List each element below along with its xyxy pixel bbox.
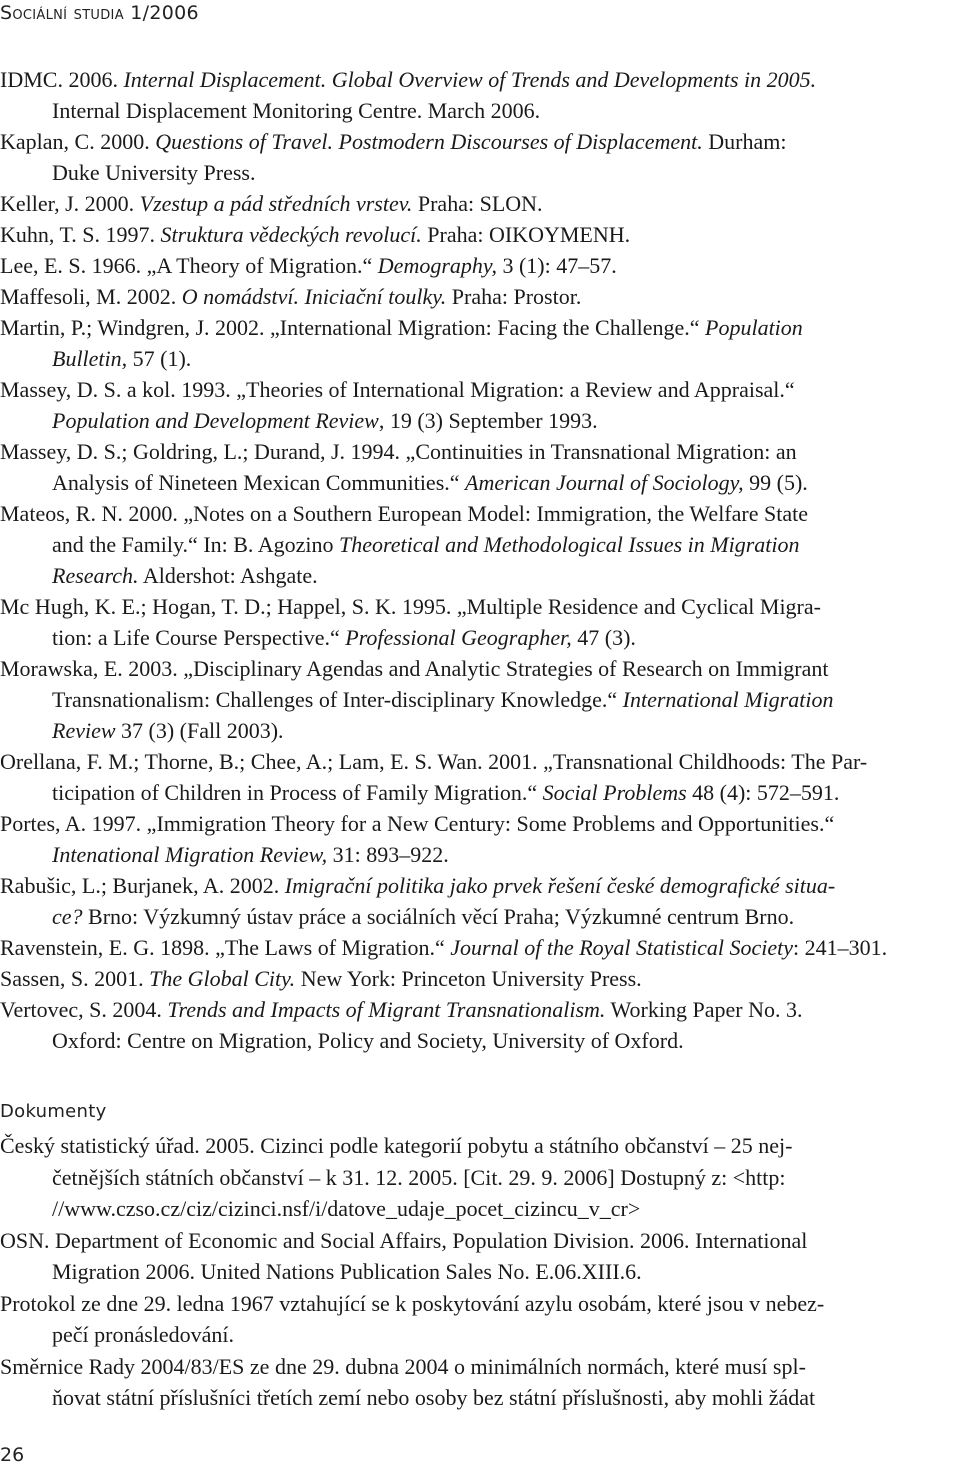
reference-text: 31: 893–922. xyxy=(327,842,449,867)
reference-title-text: The Global City. xyxy=(149,966,296,991)
reference-entry xyxy=(0,746,958,808)
reference-line-continued xyxy=(0,777,958,808)
reference-text: Lee, E. S. 1966. „A Theory of Migration.“ xyxy=(0,253,378,278)
reference-line-first xyxy=(0,188,958,219)
reference-line-first xyxy=(0,281,958,312)
reference-entry xyxy=(0,436,958,498)
reference-title-text: Social Problems xyxy=(542,780,687,805)
section-title: Dokumenty xyxy=(0,1101,107,1122)
reference-line-first xyxy=(0,436,958,467)
reference-line-first xyxy=(0,932,958,963)
reference-line-continued xyxy=(0,1025,958,1056)
journal-title: Sociální studia xyxy=(0,2,124,24)
reference-text: IDMC. 2006. xyxy=(0,67,124,92)
document-entry xyxy=(0,1225,958,1288)
reference-text: Working Paper No. 3. xyxy=(605,997,803,1022)
reference-entry xyxy=(0,932,958,963)
reference-line-continued xyxy=(0,529,958,560)
reference-text: Aldershot: Ashgate. xyxy=(138,563,318,588)
reference-line-first xyxy=(0,374,958,405)
reference-line-first xyxy=(0,126,958,157)
reference-entry xyxy=(0,312,958,374)
reference-text: Vertovec, S. 2004. xyxy=(0,997,168,1022)
reference-text: Portes, A. 1997. „Immigration Theory for a New Century: Some Problems and Opportunities.“ xyxy=(0,811,835,836)
reference-line-continued xyxy=(0,684,958,715)
reference-text: Sassen, S. 2001. xyxy=(0,966,150,991)
page-number: 26 xyxy=(0,1444,25,1466)
reference-title-text: Questions of Travel. Postmodern Discourses of Displacement. xyxy=(155,129,703,154)
reference-title-text: Population xyxy=(705,315,803,340)
document-line-first: Český statistický úřad. 2005. Cizinci podle kategorií pobytu a státního občanství – 25 nej- xyxy=(0,1133,793,1158)
reference-title-text: Population and Development Review xyxy=(52,408,379,433)
reference-title-text: Internal Displacement. Global Overview of Trends and Developments in 2005. xyxy=(123,67,817,92)
document-entry xyxy=(0,1288,958,1351)
reference-line-first xyxy=(0,312,958,343)
reference-text: Martin, P.; Windgren, J. 2002. „International Migration: Facing the Challenge.“ xyxy=(0,315,706,340)
reference-text: Morawska, E. 2003. „Disciplinary Agendas and Analytic Strategies of Research on Immigrant xyxy=(0,656,829,681)
journal-issue: 1/2006 xyxy=(123,2,199,24)
reference-text: 47 (3). xyxy=(571,625,636,650)
reference-text: 99 (5). xyxy=(743,470,808,495)
reference-text: Rabušic, L.; Burjanek, A. 2002. xyxy=(0,873,285,898)
reference-line-first xyxy=(0,591,958,622)
reference-text: Internal Displacement Monitoring Centre. March 2006. xyxy=(52,98,541,123)
reference-entry xyxy=(0,126,958,188)
reference-line-continued xyxy=(0,343,958,374)
reference-entry xyxy=(0,250,958,281)
document-line-first: Protokol ze dne 29. ledna 1967 vztahující se k poskytování azylu osobám, které jsou v nebez- xyxy=(0,1290,825,1316)
reference-line-first xyxy=(0,219,958,250)
reference-text: 37 (3) (Fall 2003). xyxy=(115,718,284,743)
reference-entry xyxy=(0,870,958,932)
reference-title-text: Vzestup a pád středních vrstev. xyxy=(139,191,413,216)
reference-text: 57 (1). xyxy=(127,346,192,371)
document-line-first: Směrnice Rady 2004/83/ES ze dne 29. dubna 2004 o minimálních normách, které musí spl- xyxy=(0,1353,806,1379)
reference-title-text: Professional Geographer, xyxy=(345,625,572,650)
reference-line-continued xyxy=(0,95,958,126)
reference-text: ticipation of Children in Process of Family Migration.“ xyxy=(52,780,543,805)
reference-text: Massey, D. S.; Goldring, L.; Durand, J. 1994. „Continuities in Transnational Migration: an xyxy=(0,439,797,464)
reference-line-continued xyxy=(0,839,958,870)
document-line-continued: Migration 2006. United Nations Publication Sales No. E.06.XIII.6. xyxy=(52,1259,642,1284)
reference-text: Mc Hugh, K. E.; Hogan, T. D.; Happel, S. K. 1995. „Multiple Residence and Cyclical Migra- xyxy=(0,594,821,619)
reference-text: : 241–301. xyxy=(793,935,888,960)
reference-text: tion: a Life Course Perspective.“ xyxy=(52,625,346,650)
reference-text: and the Family.“ In: B. Agozino xyxy=(52,532,339,557)
reference-title-text: Imigrační politika jako prvek řešení české demografické situa- xyxy=(284,873,836,898)
document-entry xyxy=(0,1351,958,1414)
reference-line-first xyxy=(0,653,958,684)
reference-entry xyxy=(0,963,958,994)
document-line-continued: ňovat státní příslušníci třetích zemí nebo osoby bez státní příslušnosti, aby mohli žádat xyxy=(52,1385,816,1410)
reference-entry xyxy=(0,653,958,746)
reference-line-first xyxy=(0,498,958,529)
reference-text: 48 (4): 572–591. xyxy=(686,780,840,805)
reference-title-text: Struktura vědeckých revolucí. xyxy=(160,222,422,247)
reference-title-text: Demography, xyxy=(377,253,497,278)
reference-text: Kuhn, T. S. 1997. xyxy=(0,222,161,247)
reference-title-text: Trends and Impacts of Migrant Transnationalism. xyxy=(167,997,606,1022)
reference-text: Keller, J. 2000. xyxy=(0,191,140,216)
reference-line-continued xyxy=(0,622,958,653)
reference-title-text: International Migration xyxy=(622,687,834,712)
reference-title-text: Research. xyxy=(52,563,139,588)
reference-text: Praha: SLON. xyxy=(412,191,543,216)
documents-list xyxy=(0,1130,958,1414)
reference-line-continued xyxy=(0,715,958,746)
reference-line-first xyxy=(0,963,958,994)
reference-entry xyxy=(0,188,958,219)
reference-text: Oxford: Centre on Migration, Policy and Society, University of Oxford. xyxy=(52,1028,684,1053)
reference-entry xyxy=(0,591,958,653)
reference-text: Analysis of Nineteen Mexican Communities.“ xyxy=(52,470,466,495)
reference-entry xyxy=(0,281,958,312)
reference-line-first xyxy=(0,870,958,901)
reference-entry xyxy=(0,808,958,870)
reference-line-continued xyxy=(0,560,958,591)
reference-title-text: Intenational Migration Review, xyxy=(52,842,328,867)
reference-line-continued xyxy=(0,467,958,498)
reference-line-first xyxy=(0,250,958,281)
reference-text: 3 (1): 47–57. xyxy=(496,253,617,278)
reference-text: New York: Princeton University Press. xyxy=(295,966,642,991)
reference-entry xyxy=(0,219,958,250)
reference-text: Durham: xyxy=(702,129,787,154)
document-line-continued: pečí pronásledování. xyxy=(52,1322,235,1347)
reference-line-first xyxy=(0,64,958,95)
references-list xyxy=(0,64,958,1056)
reference-line-continued xyxy=(0,405,958,436)
reference-title-text: Theoretical and Methodological Issues in Migration xyxy=(338,532,800,557)
reference-entry xyxy=(0,498,958,591)
reference-text: Praha: Prostor. xyxy=(446,284,582,309)
reference-title-text: Journal of the Royal Statistical Society xyxy=(450,935,794,960)
document-entry xyxy=(0,1130,958,1225)
reference-line-first xyxy=(0,746,958,777)
documents-section xyxy=(0,1101,958,1414)
reference-text: Praha: OIKOYMENH. xyxy=(421,222,631,247)
reference-text: Duke University Press. xyxy=(52,160,256,185)
reference-text: , 19 (3) September 1993. xyxy=(378,408,598,433)
reference-entry xyxy=(0,994,958,1056)
reference-text: Maffesoli, M. 2002. xyxy=(0,284,182,309)
reference-title-text: American Journal of Sociology, xyxy=(465,470,744,495)
reference-text: Mateos, R. N. 2000. „Notes on a Southern European Model: Immigration, the Welfare State xyxy=(0,501,808,526)
document-line-continued: //www.czso.cz/ciz/cizinci.nsf/i/datove_udaje_pocet_cizincu_v_cr> xyxy=(52,1196,641,1221)
reference-text: Kaplan, C. 2000. xyxy=(0,129,156,154)
document-line-first: OSN. Department of Economic and Social Affairs, Population Division. 2006. International xyxy=(0,1227,808,1253)
reference-line-first xyxy=(0,994,958,1025)
reference-text: Orellana, F. M.; Thorne, B.; Chee, A.; Lam, E. S. Wan. 2001. „Transnational Childhoods: The Par- xyxy=(0,749,868,774)
reference-title-text: Bulletin, xyxy=(52,346,128,371)
reference-text: Transnationalism: Challenges of Inter-disciplinary Knowledge.“ xyxy=(52,687,623,712)
reference-line-first xyxy=(0,808,958,839)
reference-line-continued xyxy=(0,157,958,188)
reference-line-continued xyxy=(0,901,958,932)
reference-title-text: ce? xyxy=(52,904,83,929)
reference-entry xyxy=(0,64,958,126)
reference-title-text: O nomádství. Iniciační toulky. xyxy=(181,284,447,309)
running-header xyxy=(0,2,199,24)
reference-text: Massey, D. S. a kol. 1993. „Theories of International Migration: a Review and Appraisal.“ xyxy=(0,377,795,402)
reference-entry xyxy=(0,374,958,436)
document-line-continued: četnějších státních občanství – k 31. 12. 2005. [Cit. 29. 9. 2006] Dostupný z: <http: xyxy=(52,1164,786,1190)
reference-title-text: Review xyxy=(52,718,116,743)
reference-text: Brno: Výzkumný ústav práce a sociálních věcí Praha; Výzkumné centrum Brno. xyxy=(82,904,795,929)
reference-text: Ravenstein, E. G. 1898. „The Laws of Migration.“ xyxy=(0,935,451,960)
